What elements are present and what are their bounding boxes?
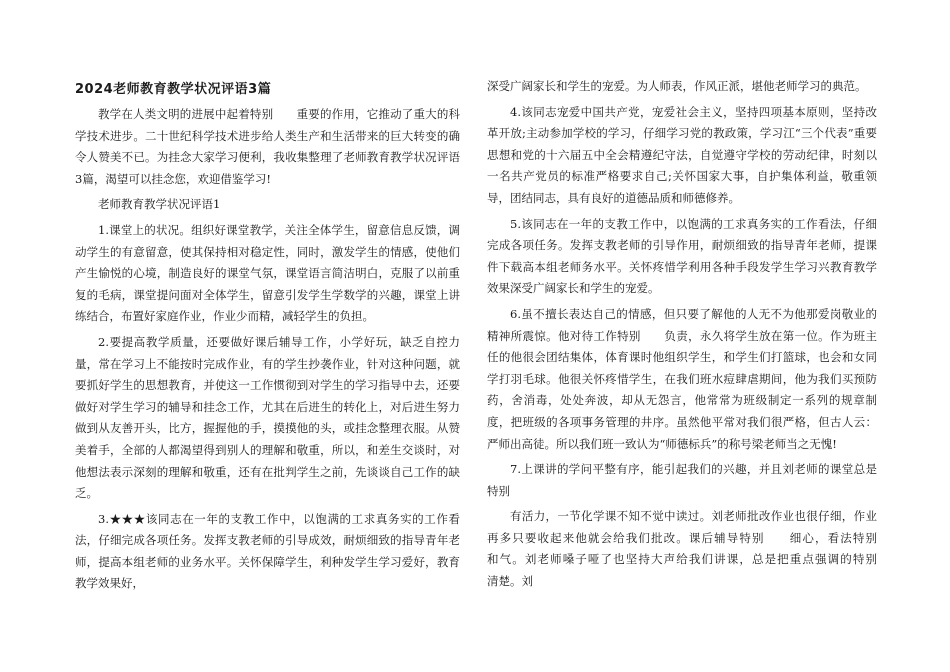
paragraph-1: 1.课堂上的状况。组织好课堂教学，关注全体学生，留意信息反馈，调动学生的有意留意，使其保持相对稳定性，同时，激发学生的情感，使他们产生愉悦的心境，制造良好的课堂气氛，课堂语言简洁明白，克服了以前重复的毛病，课堂提问面对全体学生，留意引发学生学数学的兴趣，课堂上讲练结合，布置好家庭作业，作业少而精，减轻学生的负担。: [75, 222, 460, 324]
section-heading: 老师教育教学状况评语1: [98, 197, 221, 212]
intro-paragraph: 教学在人类文明的进展中起着特别 重要的作用，它推动了重大的科学技术进步。二十世纪科学技术进步给人类生产和生活带来的巨大转变的确令人赞美不已。为挂念大家学习便利，我收集整理了老师教育教学状况评语3篇，渴望可以挂念您，欢迎借鉴学习!: [75, 107, 460, 186]
paragraph-3-continued: 深受广阔家长和学生的宠爱。为人师表，作风正派，堪他老师学习的典范。: [487, 79, 867, 93]
left-column: [75, 80, 460, 599]
paragraph-7: 7.上课讲的学问平整有序，能引起我们的兴趣，并且刘老师的课堂总是特别: [487, 462, 877, 498]
document-title: 2024老师教育教学状况评语3篇: [75, 82, 272, 97]
paragraph-5: 5.该同志在一年的支教工作中，以饱满的工求真务实的工作看法，仔细完成各项任务。发挥支教老师的引导作用，耐烦细致的指导青年老师，提课件下载高本组老师务水平。关怀疼惜学利用各种手段发学生学习兴教育教学效果深受广阔家长和学生的宠爱。: [487, 216, 877, 296]
paragraph-3: 3.★★★该同志在一年的支教工作中，以饱满的工求真务实的工作看法，仔细完成各项任务。发挥支教老师的引导成效，耐烦细致的指导青年老师，提高本组老师的业务水平。关怀保障学生，利种发学生学习爱好，教育教学效果好，: [75, 511, 460, 591]
paragraph-2: 2.要提高教学质量，还要做好课后辅导工作，小学好玩，缺乏自控力量，常在学习上不能按时完成作业，有的学生抄袭作业，针对这种问题，就要抓好学生的思想教育，并使这一工作惯彻到对学生的学习指导中去，还要做好对学生学习的辅导和挂念工作，尤其在后进生的转化上，对后进生努力做到从友善开头，比方，握握他的手，摸摸他的头，或挂念整理衣服。从赞美着手，全部的人都渴望得到别人的理解和敬重，所以，和差生交谈时，对他想法表示深刻的理解和敬重，还有在批判学生之前，先谈谈自己工作的缺乏。: [75, 334, 460, 501]
paragraph-6: 6.虽不擅长表达自己的情感，但只要了解他的人无不为他那爱岗敬业的精神所震惊。他对待工作特别 负责，永久将学生放在第一位。作为班主任的他很会团结集体，体育课时他组织学生，和学生们打篮球，也会和女同学打羽毛球。他很关怀疼惜学生，在我们班水痘肆虐期间，他为我们买预防药，舍消毒，处处奔波，却从无怨言，他常常为班级制定一系列的规章制度，把班级的各项事务管理的井序。虽然他平常对我们很严格，但古人云：严师出高徒。所以我们班一致认为“师德标兵”的称号梁老师当之无愧!: [487, 306, 877, 451]
right-column: [487, 76, 900, 597]
paragraph-4: 4.该同志宠爱中国共产党，宠爱社会主义，坚持四项基本原则，坚持改革开放;主动参加学校的学习，仔细学习党的教政策，学习江“三个代表”重要思想和党的十六届五中全会精遵纪守法，自觉遵守学校的劳动纪律，时刻以一名共产党员的标准严格要求自己;关怀国家大事，自护集体利益，敬重领导，团结同志，具有良好的道德品质和师德修养。: [487, 104, 877, 205]
paragraph-7-continued: 有活力，一节化学课不知不觉中读过。刘老师批改作业也很仔细，作业再多只要收起来他就会给我们批改。课后辅导特别 细心，看法特别 和气。刘老师嗓子哑了也坚持大声给我们讲课，总是把重点强调的特别 清楚。刘: [487, 509, 900, 589]
